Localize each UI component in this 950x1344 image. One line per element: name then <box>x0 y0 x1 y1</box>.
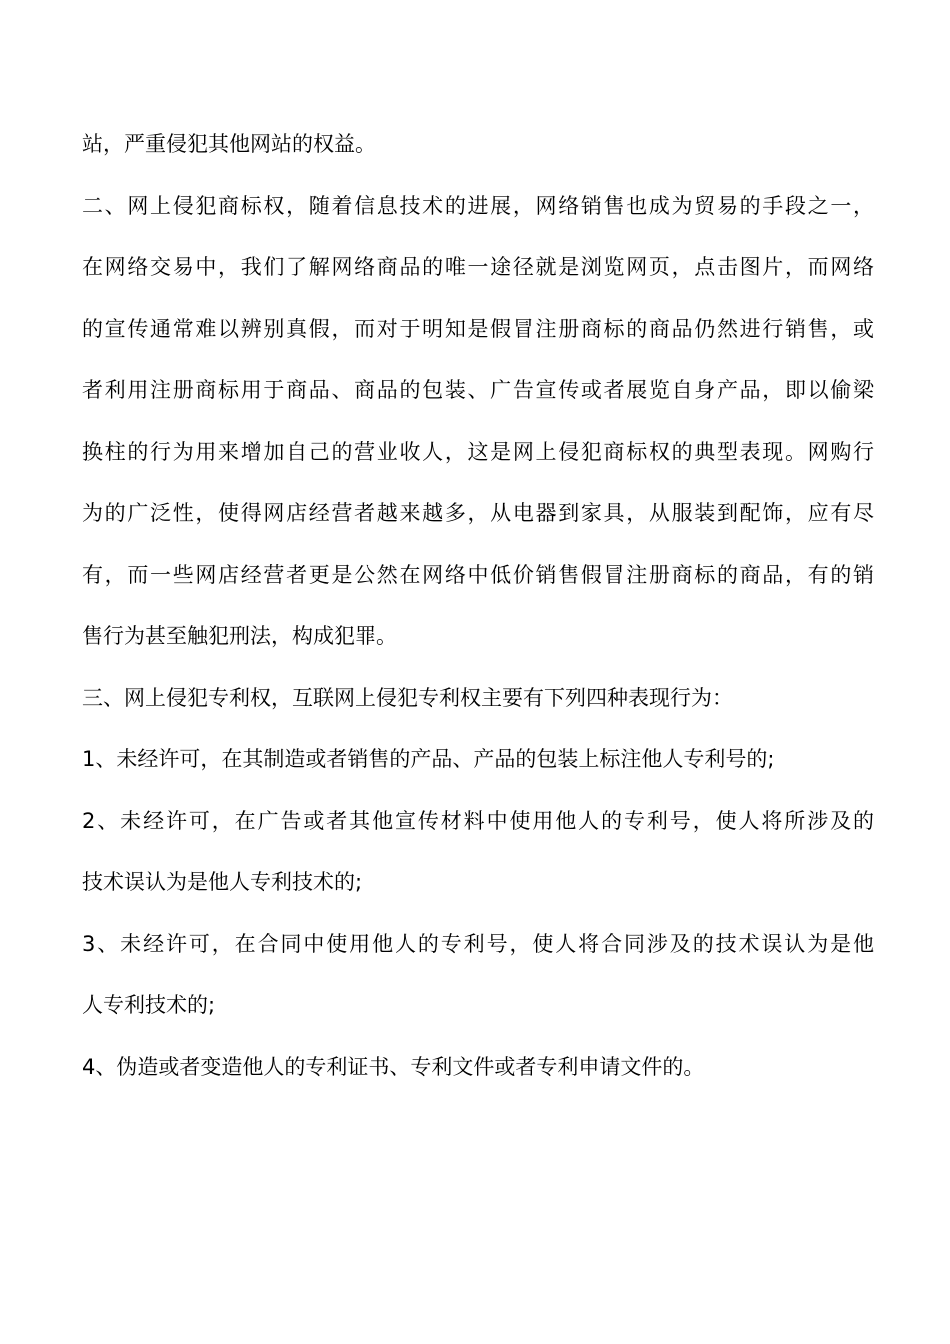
text-line: 二、网上侵犯商标权，随着信息技术的进展，网络销售也成为贸易的手段之一， <box>82 193 874 218</box>
text-line: 2、未经许可，在广告或者其他宣传材料中使用他人的专利号，使人将所涉及的 <box>82 808 874 833</box>
text-line: 有，而一些网店经营者更是公然在网络中低价销售假冒注册商标的商品，有的销 <box>82 562 874 587</box>
text-line: 三、网上侵犯专利权，互联网上侵犯专利权主要有下列四种表现行为： <box>82 685 733 710</box>
text-line: 人专利技术的; <box>82 993 216 1017</box>
text-line: 换柱的行为用来增加自己的营业收人，这是网上侵犯商标权的典型表现。网购行 <box>82 439 874 464</box>
text-line: 为的广泛性，使得网店经营者越来越多，从电器到家具，从服装到配饰，应有尽 <box>82 501 874 525</box>
text-line: 站，严重侵犯其他网站的权益。 <box>82 132 376 156</box>
text-line: 技术误认为是他人专利技术的; <box>82 870 363 894</box>
document-body <box>82 114 874 1098</box>
text-line: 的宣传通常难以辨别真假，而对于明知是假冒注册商标的商品仍然进行销售，或 <box>82 316 874 341</box>
text-line: 3、未经许可，在合同中使用他人的专利号，使人将合同涉及的技术误认为是他 <box>82 931 874 956</box>
text-line: 售行为甚至触犯刑法，构成犯罪。 <box>82 624 397 648</box>
text-line: 在网络交易中，我们了解网络商品的唯一途径就是浏览网页，点击图片，而网络 <box>82 255 874 279</box>
text-line: 4、伪造或者变造他人的专利证书、专利文件或者专利申请文件的。 <box>82 1054 705 1079</box>
text-line: 者利用注册商标用于商品、商品的包装、广告宣传或者展览自身产品，即以偷梁 <box>82 378 874 402</box>
text-line: 1、未经许可，在其制造或者销售的产品、产品的包装上标注他人专利号的; <box>82 747 775 771</box>
